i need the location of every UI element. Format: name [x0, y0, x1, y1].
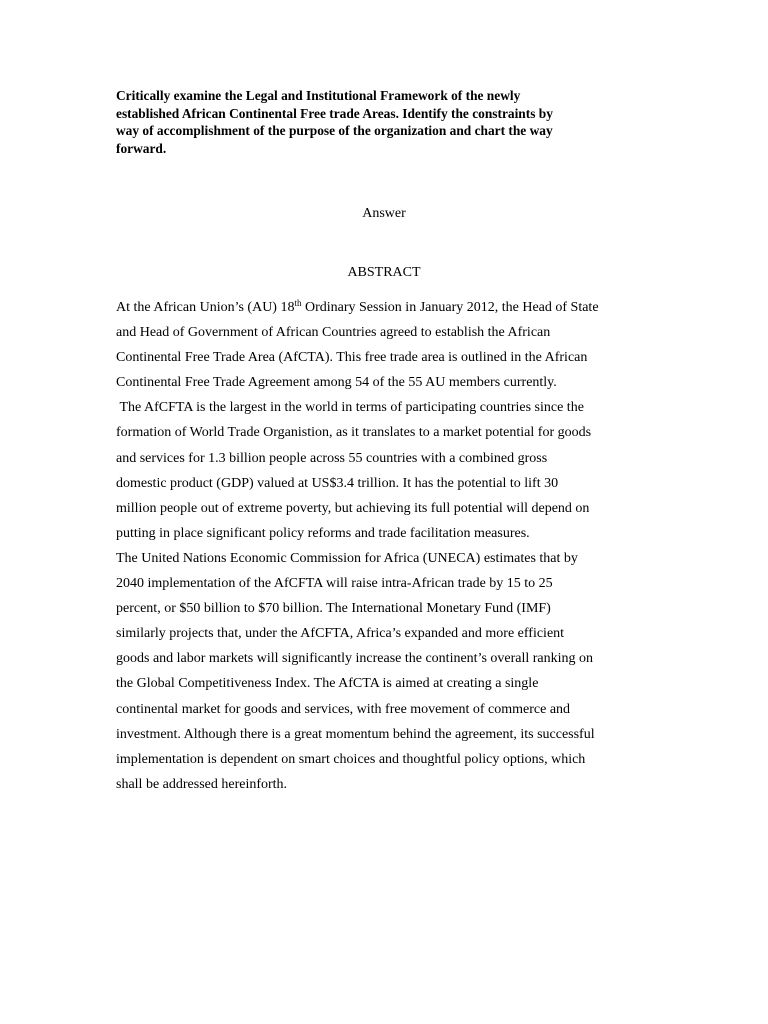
- question-line: established African Continental Free trade Areas. Identify the constraints by: [116, 105, 553, 121]
- body-line: Continental Free Trade Area (AfCTA). This free trade area is outlined in the African: [116, 350, 588, 366]
- question-heading: [116, 87, 656, 157]
- abstract-body: [116, 295, 676, 797]
- body-line: The United Nations Economic Commission for Africa (UNECA) estimates that by: [116, 550, 578, 566]
- body-line: the Global Competitiveness Index. The AfCTA is aimed at creating a single: [116, 676, 539, 692]
- question-line: forward.: [116, 140, 167, 156]
- body-line-text: Ordinary Session in January 2012, the Head of State: [301, 300, 599, 315]
- body-line: similarly projects that, under the AfCFTA, Africa’s expanded and more efficient: [116, 626, 565, 642]
- abstract-heading: ABSTRACT: [347, 265, 421, 280]
- body-line: 2040 implementation of the AfCFTA will raise intra-African trade by 15 to 25: [116, 576, 553, 592]
- ordinal-superscript: th: [294, 298, 302, 308]
- body-line: and Head of Government of African Countries agreed to establish the African: [116, 325, 551, 341]
- body-line: percent, or $50 billion to $70 billion. The International Monetary Fund (IMF): [116, 601, 551, 617]
- body-line: goods and labor markets will significantly increase the continent’s overall ranking on: [116, 651, 594, 667]
- answer-heading: Answer: [362, 206, 406, 221]
- body-line: investment. Although there is a great momentum behind the agreement, its successful: [116, 726, 595, 742]
- body-line-text: At the African Union’s (AU) 18: [116, 300, 295, 315]
- body-line: [116, 295, 676, 320]
- body-line: continental market for goods and services, with free movement of commerce and: [116, 701, 571, 717]
- body-line: putting in place significant policy reforms and trade facilitation measures.: [116, 525, 530, 541]
- body-line: The AfCFTA is the largest in the world in terms of participating countries since the: [116, 400, 584, 416]
- question-line: way of accomplishment of the purpose of the organization and chart the way: [116, 123, 553, 138]
- body-line: million people out of extreme poverty, but achieving its full potential will depend on: [116, 500, 590, 516]
- body-line: Continental Free Trade Agreement among 54 of the 55 AU members currently.: [116, 375, 557, 391]
- body-line: domestic product (GDP) valued at US$3.4 trillion. It has the potential to lift 30: [116, 475, 559, 491]
- body-line: shall be addressed hereinforth.: [116, 776, 288, 792]
- body-line: implementation is dependent on smart choices and thoughtful policy options, which: [116, 751, 586, 767]
- body-line: formation of World Trade Organistion, as it translates to a market potential for goods: [116, 425, 592, 441]
- question-line: Critically examine the Legal and Institutional Framework of the newly: [116, 88, 521, 103]
- body-line: and services for 1.3 billion people across 55 countries with a combined gross: [116, 450, 548, 466]
